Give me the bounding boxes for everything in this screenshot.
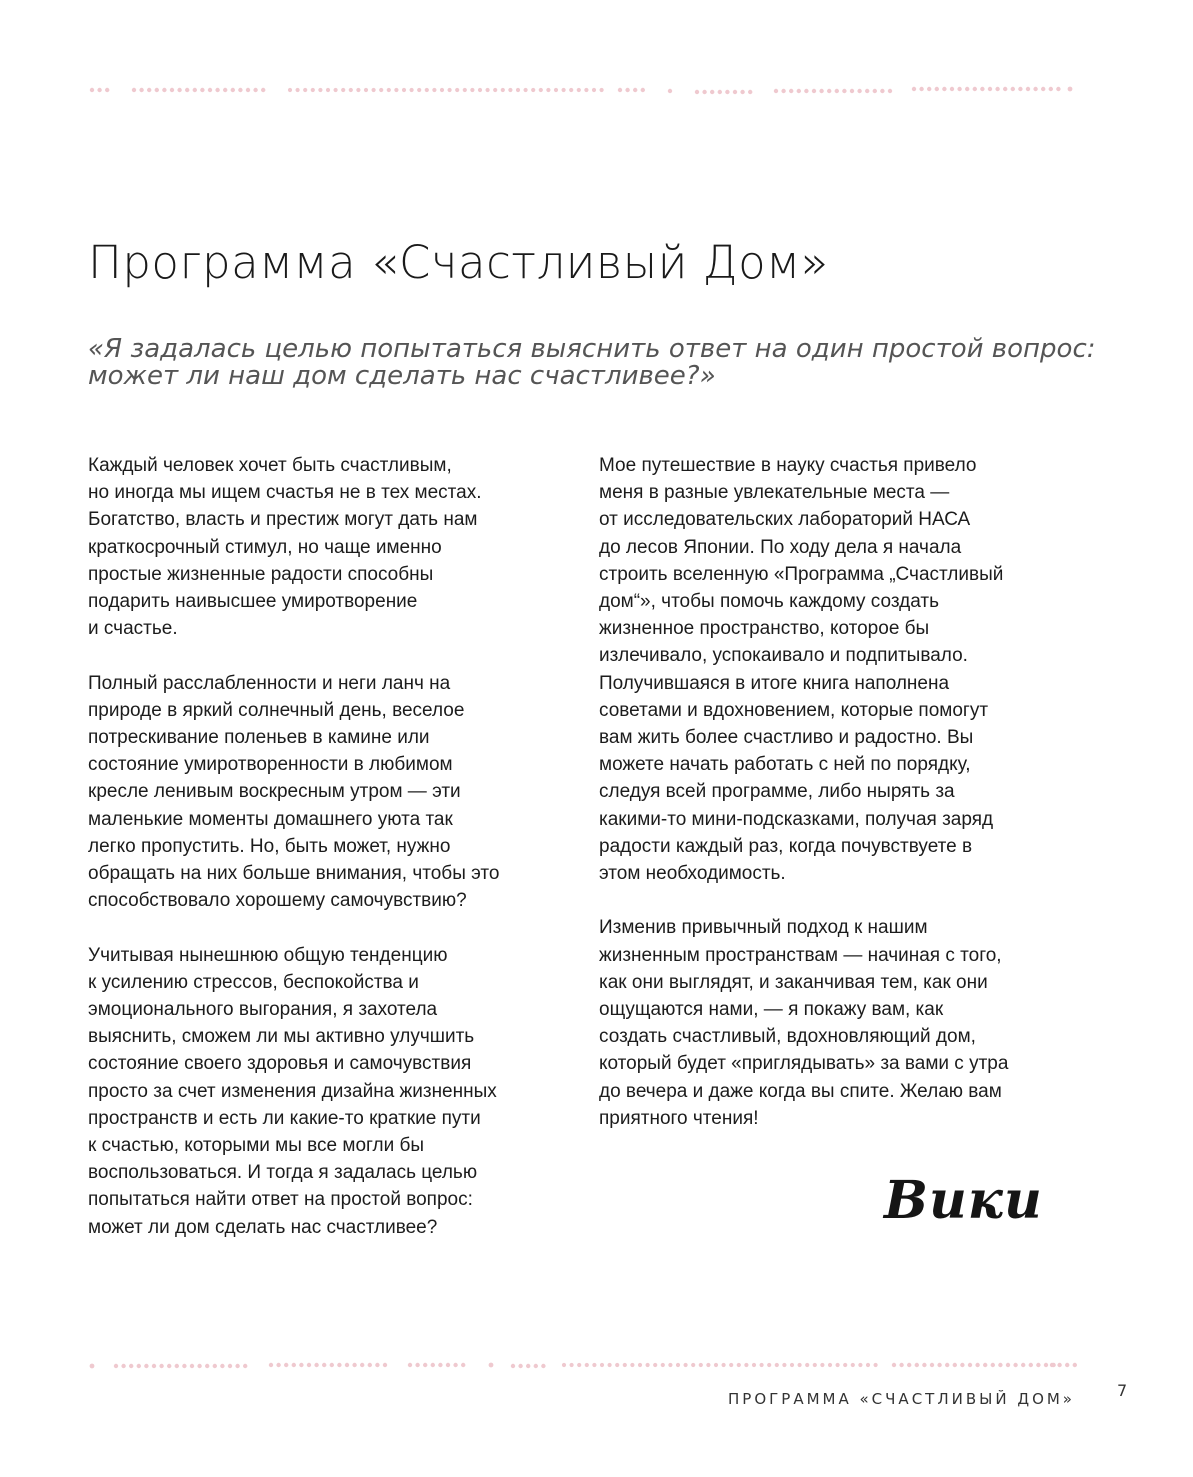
right-column: [599, 452, 1089, 1159]
decorative-dots-bottom: [0, 1358, 1193, 1374]
author-signature: Вики: [884, 1170, 1043, 1231]
left-paragraph-3: Учитывая нынешнюю общую тенденцию к усилению стрессов, беспокойства и эмоционального выгорания, я захотела выяснить, сможем ли мы активно улучшить состояние своего здоровья и самочувствия просто за счет изменения дизайна жизненных пространств и есть ли какие-то краткие пути к счастью, которыми мы все могли бы воспользоваться. И тогда я задалась целью попытаться найти ответ на простой вопрос: может ли дом сделать нас счастливее?: [88, 944, 497, 1238]
page-number: 7: [1117, 1381, 1128, 1400]
left-paragraph-1: Каждый человек хочет быть счастливым, но иногда мы ищем счастья не в тех местах. Богатство, власть и престиж могут дать нам краткосрочный стимул, но чаще именно простые жизненные радости способны подарить наивысшее умиротворение и счастье.: [88, 455, 482, 640]
running-head: ПРОГРАММА «СЧАСТЛИВЫЙ ДОМ»: [728, 1390, 1075, 1408]
left-column: [88, 452, 578, 1268]
right-paragraph-2: Изменив привычный подход к нашим жизненным пространствам — начиная с того, как они выглядят, и заканчивая тем, как они ощущаются нами, — я покажу вам, как создать счастливый, вдохновляющий дом, который будет «приглядывать» за вами с утра до вечера и даже когда вы спите. Желаю вам приятного чтения!: [599, 917, 1009, 1129]
left-paragraph-2: Полный расслабленности и неги ланч на природе в яркий солнечный день, веселое потрескивание поленьев в камине или состояние умиротворенности в любимом кресле ленивым воскресным утром — эти маленькие моменты домашнего уюта так легко пропустить. Но, быть может, нужно обращать на них больше внимания, чтобы это способствовало хорошему самочувствию?: [88, 672, 500, 912]
decorative-dots-top: [0, 82, 1193, 98]
right-paragraph-1: Мое путешествие в науку счастья привело меня в разные увлекательные места — от исследовательских лабораторий НАСА до лесов Японии. По ходу дела я начала строить вселенную «Программа „Счастливый дом“», чтобы помочь каждому создать жизненное пространство, которое бы излечивало, успокаивало и подпитывало. Получившаяся в итоге книга наполнена советами и вдохновением, которые помогут вам жить более счастливо и радостно. Вы можете начать работать с ней по порядку, следуя всей программе, либо нырять за какими-то мини-подсказками, получая заряд радости каждый раз, когда почувствуете в этом необходимость.: [599, 455, 1004, 885]
page-title: Программа «Счастливый Дом»: [88, 236, 829, 289]
epigraph-quote: «Я задалась целью попытаться выяснить ответ на один простой вопрос: может ли наш дом сделать нас счастливее?»: [88, 334, 1096, 391]
